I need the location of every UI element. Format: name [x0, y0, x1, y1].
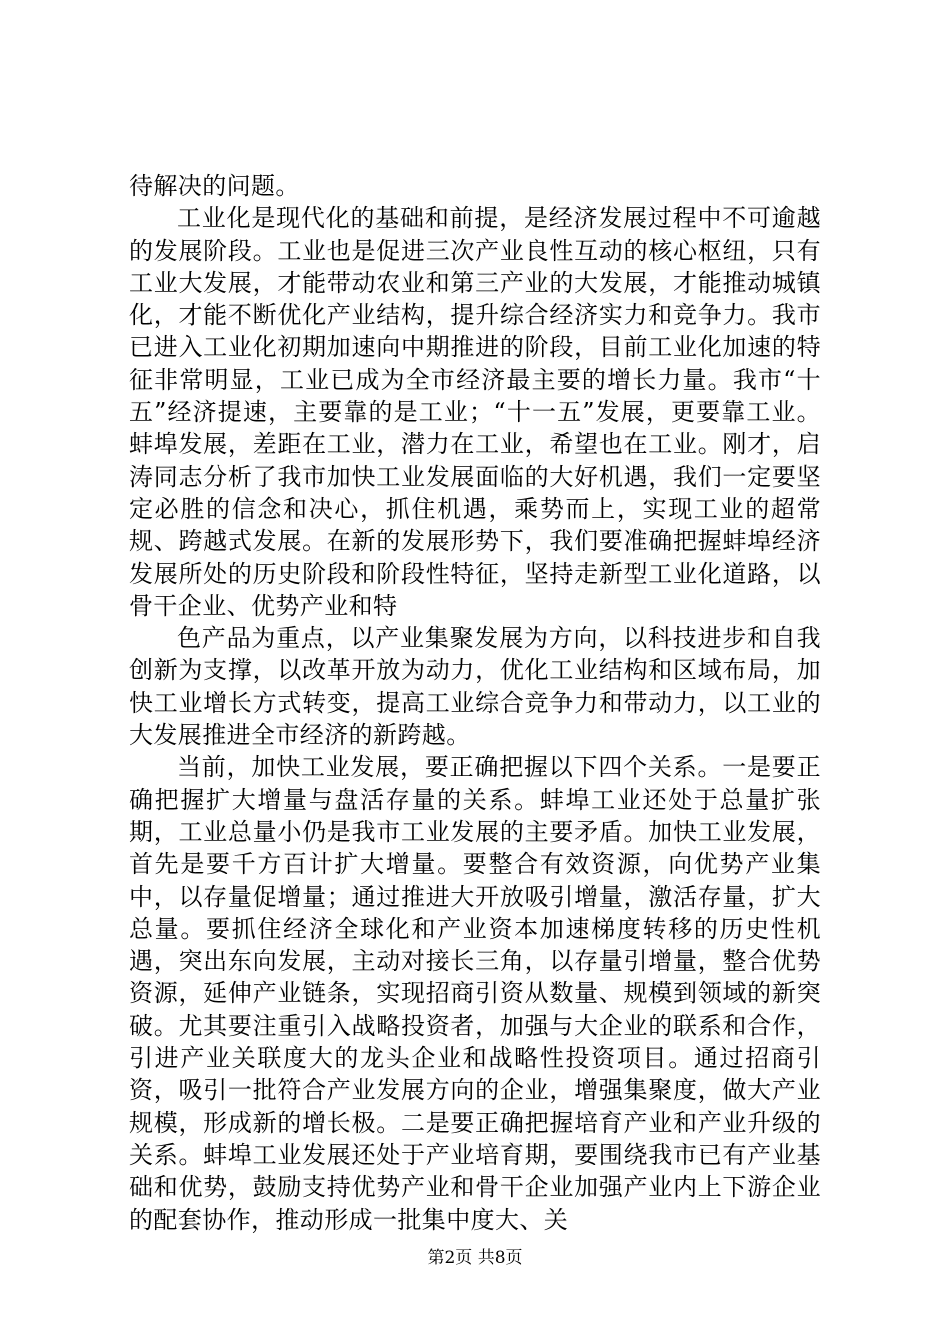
page-number-footer: 第2页 共8页 — [427, 1248, 523, 1268]
paragraph-four-relations: 当前，加快工业发展，要正确把握以下四个关系。一是要正确把握扩大增量与盘活存量的关系。蚌埠工业还处于总量扩张期，工业总量小仍是我市工业发展的主要矛盾。加快工业发展，首先是要千方百计扩大增量。要整合有效资源，向优势产业集中，以存量促增量；通过推进大开放吸引增量，激活存量，扩大总量。要抓住经济全球化和产业资本加速梯度转移的历史性机遇，突出东向发展，主动对接长三角，以存量引增量，整合优势资源，延伸产业链条，实现招商引资从数量、规模到领域的新突破。尤其要注重引入战略投资者，加强与大企业的联系和合作，引进产业关联度大的龙头企业和战略性投资项目。通过招商引资，吸引一批符合产业发展方向的企业，增强集聚度，做大产业规模，形成新的增长极。二是要正确把握培育产业和产业升级的关系。蚌埠工业发展还处于产业培育期，要围绕我市已有产业基础和优势，鼓励支持优势产业和骨干企业加强产业内上下游企业的配套协作，推动形成一批集中度大、关 — [129, 753, 821, 1234]
paragraph-priorities: 色产品为重点，以产业集聚发展为方向，以科技进步和自我创新为支撑，以改革开放为动力，优化工业结构和区域布局，加快工业增长方式转变，提高工业综合竞争力和带动力，以工业的大发展推进全市经济的新跨越。 — [129, 624, 821, 750]
paragraph-continuation: 待解决的问题。 — [129, 172, 300, 200]
document-body — [129, 170, 821, 1236]
paragraph-industrialization: 工业化是现代化的基础和前提，是经济发展过程中不可逾越的发展阶段。工业也是促进三次产业良性互动的核心枢纽，只有工业大发展，才能带动农业和第三产业的大发展，才能推动城镇化，才能不断优化产业结构，提升综合经济实力和竞争力。我市已进入工业化初期加速向中期推进的阶段，目前工业化加速的特征非常明显，工业已成为全市经济最主要的增长力量。我市“十五”经济提速，主要靠的是工业；“十一五”发展，更要靠工业。蚌埠发展，差距在工业，潜力在工业，希望也在工业。刚才，启涛同志分析了我市加快工业发展面临的大好机遇，我们一定要坚定必胜的信念和决心，抓住机遇，乘势而上，实现工业的超常规、跨越式发展。在新的发展形势下，我们要准确把握蚌埠经济发展所处的历史阶段和阶段性特征，坚持走新型工业化道路，以骨干企业、优势产业和特 — [129, 204, 821, 620]
